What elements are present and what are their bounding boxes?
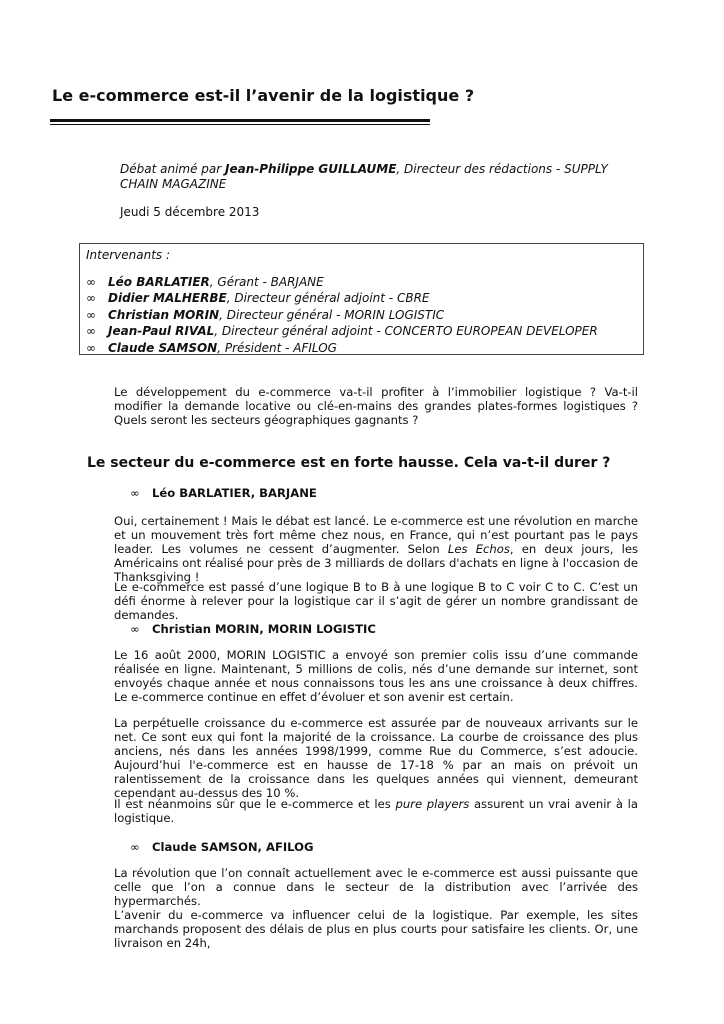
speaker-role: , Directeur général adjoint - CONCERTO EUROPEAN DEVELOPER bbox=[214, 324, 598, 339]
speaker-name: Christian MORIN bbox=[108, 307, 220, 322]
emphasized-term: pure players bbox=[395, 797, 470, 811]
paragraph-text: , en deux jours, les Américains ont réalisé pour près de 3 milliards de dollars d'achats en ligne à l'occasion de Thanksgiving ! bbox=[114, 542, 638, 584]
moderator-prefix: Débat animé par bbox=[120, 162, 226, 176]
title-rule-thin bbox=[50, 124, 430, 125]
infinity-bullet-icon: ∞ bbox=[86, 324, 96, 339]
publication-name: Les Echos bbox=[447, 542, 510, 556]
speaker-item bbox=[86, 340, 598, 356]
section-heading: Le secteur du e-commerce est en forte hausse. Cela va-t-il durer ? bbox=[87, 455, 611, 471]
morin-paragraph-2: La perpétuelle croissance du e-commerce est assurée par de nouveaux arrivants sur le net. Ce sont eux qui font la majorité de la croissance. La courbe de croissance des plus anciens, nés dans les années 1998/1999, comme Rue du Commerce, s’est adoucie. Aujourd’hui l'e-commerce est en hausse de 17-18 % par an mais on prévoit un ralentissement de la croissance dans les quelques années qui viennent, demeurant cependant au-dessus des 10 %. bbox=[114, 716, 638, 800]
speaker-item bbox=[86, 307, 598, 323]
morin-paragraph-3 bbox=[114, 797, 638, 825]
morin-paragraph-1: Le 16 août 2000, MORIN LOGISTIC a envoyé son premier colis issu d’une commande réalisée en ligne. Maintenant, 5 millions de colis, nés d’une demande sur internet, sont envoyés chaque année et nous connaissons tous les ans une croissance à deux chiffres. Le e-commerce continue en effet d’évoluer et son avenir est certain. bbox=[114, 648, 638, 704]
speaker-name: Didier MALHERBE bbox=[108, 291, 227, 306]
speaker-name: Jean-Paul RIVAL bbox=[108, 324, 215, 339]
intro-paragraph: Le développement du e-commerce va-t-il profiter à l’immobilier logistique ? Va-t-il modifier la demande locative ou clé-en-mains des grandes plates-formes logistiques ? Quels seront les secteurs géographiques gagnants ? bbox=[114, 385, 638, 427]
speakers-list bbox=[86, 274, 598, 356]
infinity-bullet-icon: ∞ bbox=[130, 840, 140, 854]
speaker-name: Léo BARLATIER bbox=[108, 275, 210, 289]
page-title: Le e-commerce est-il l’avenir de la logistique ? bbox=[52, 86, 475, 105]
speaker-role: , Directeur général - MORIN LOGISTIC bbox=[219, 307, 445, 322]
paragraph-text: Oui, certainement ! Mais le débat est lancé. Le e-commerce est une révolution en marche et un mouvement très fort même chez nous, en France, qui n’est pourtant pas le pays leader. Les volumes ne cessent d’augmenter. Selon bbox=[114, 514, 638, 556]
barlatier-paragraph-2: Le e-commerce est passé d’une logique B to B à une logique B to C voir C to C. C’est un défi énorme à relever pour la logistique car il s’agit de gérer un nombre grandissant de demandes. bbox=[114, 580, 638, 622]
infinity-bullet-icon: ∞ bbox=[130, 622, 140, 636]
speaker-name: Claude SAMSON bbox=[108, 340, 218, 355]
speakers-box bbox=[79, 243, 644, 355]
samson-paragraph-1: La révolution que l’on connaît actuellement avec le e-commerce est aussi puissante que celle que l’on a connue dans le secteur de la distribution avec l’arrivée des hypermarchés. bbox=[114, 866, 638, 908]
samson-paragraph-2: L’avenir du e-commerce va influencer celui de la logistique. Par exemple, les sites marchands proposent des délais de plus en plus courts pour satisfaire les clients. Or, une livraison en 24h, bbox=[114, 908, 638, 950]
speaker-item bbox=[86, 274, 598, 290]
speaker-item bbox=[86, 290, 598, 306]
paragraph-text: assurent un vrai avenir à la logistique. bbox=[114, 797, 639, 825]
paragraph-text: Il est néanmoins sûr que le e-commerce et les bbox=[114, 797, 396, 811]
moderator-name: Jean-Philippe GUILLAUME bbox=[225, 162, 397, 176]
speaker-heading-samson bbox=[130, 840, 314, 854]
speaker-role: , Président - AFILOG bbox=[217, 340, 337, 355]
speaker-heading-text: Léo BARLATIER, BARJANE bbox=[152, 486, 317, 500]
infinity-bullet-icon: ∞ bbox=[86, 275, 96, 289]
moderator-line bbox=[120, 162, 620, 192]
infinity-bullet-icon: ∞ bbox=[86, 291, 96, 306]
speaker-heading-text: Claude SAMSON, AFILOG bbox=[152, 840, 314, 854]
infinity-bullet-icon: ∞ bbox=[130, 486, 140, 500]
infinity-bullet-icon: ∞ bbox=[86, 307, 96, 322]
debate-date: Jeudi 5 décembre 2013 bbox=[120, 205, 260, 219]
moderator-role: , Directeur des rédactions - SUPPLY CHAIN MAGAZINE bbox=[120, 162, 608, 191]
speaker-heading-text: Christian MORIN, MORIN LOGISTIC bbox=[152, 622, 376, 636]
speaker-heading-barlatier bbox=[130, 486, 317, 500]
infinity-bullet-icon: ∞ bbox=[86, 340, 96, 355]
speaker-heading-morin bbox=[130, 622, 376, 636]
barlatier-paragraph-1 bbox=[114, 514, 638, 584]
speaker-item bbox=[86, 323, 598, 339]
title-rule-thick bbox=[50, 119, 430, 122]
speaker-role: , Gérant - BARJANE bbox=[209, 275, 324, 289]
speaker-role: , Directeur général adjoint - CBRE bbox=[226, 291, 430, 306]
speakers-label: Intervenants : bbox=[86, 248, 171, 262]
